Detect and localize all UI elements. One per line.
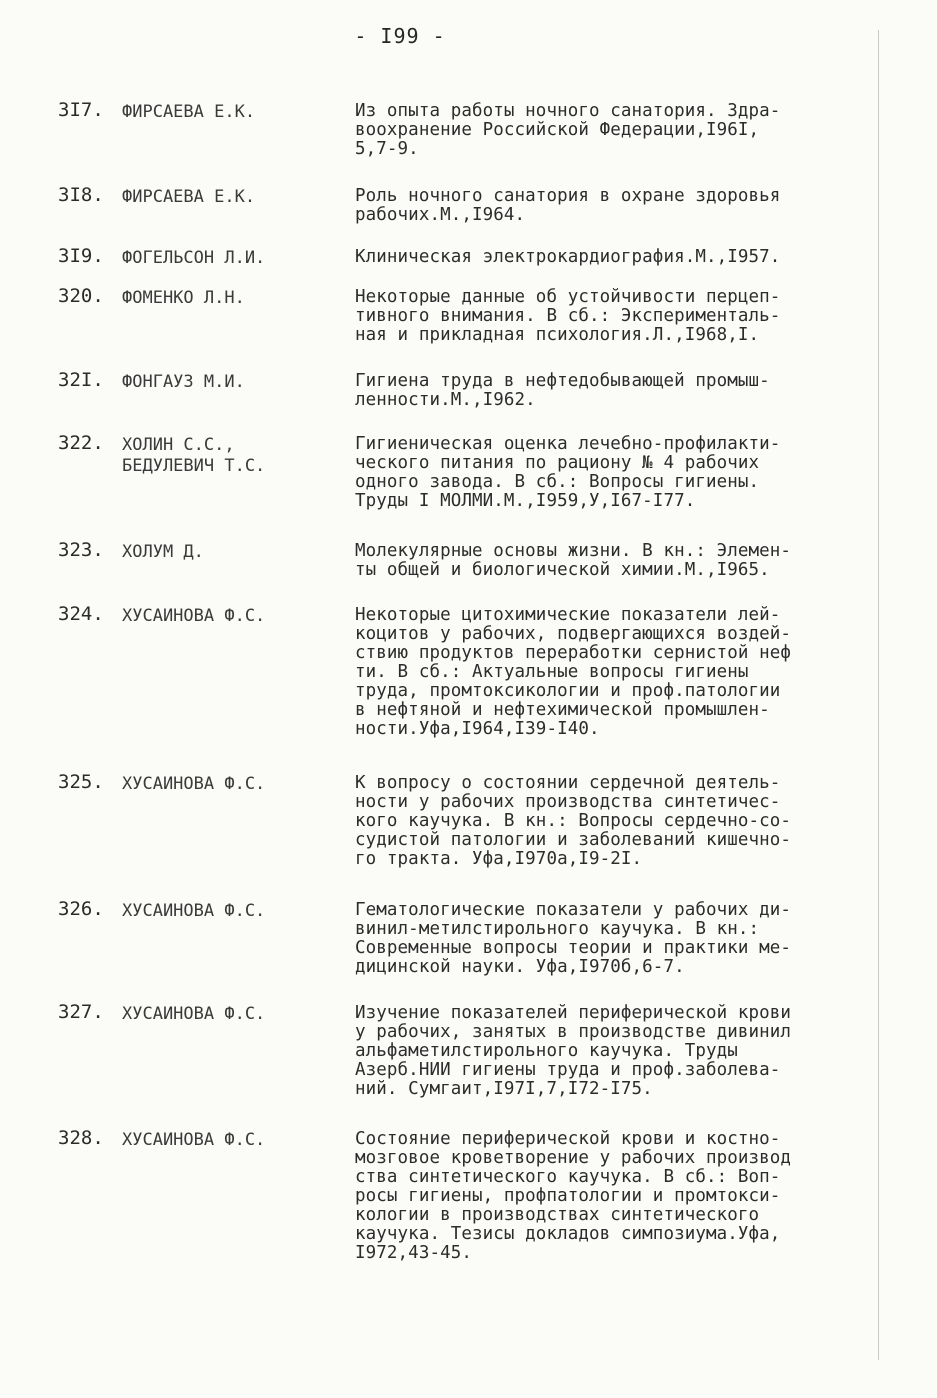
entry-author: ХУСАИНОВА Ф.С. xyxy=(122,1130,266,1150)
entry-number: 3I8. xyxy=(58,184,104,206)
entry-author: ФОМЕНКО Л.Н. xyxy=(122,288,245,308)
entry-author: ФОНГАУЗ М.И. xyxy=(122,372,245,392)
entry-number: 324. xyxy=(58,603,104,625)
entry-citation: К вопросу о состоянии сердечной деятель- ности у рабочих производства синтетичес- кого каучука. В кн.: Вопросы сердечно-со- судистой патологии и заболеваний кишечно- го тракта. Уфа,I970а,I9-2I. xyxy=(355,773,792,869)
page-number: - I99 - xyxy=(354,24,446,48)
entry-number: 326. xyxy=(58,898,104,920)
entry-author: ФОГЕЛЬСОН Л.И. xyxy=(122,248,266,268)
entry-citation: Некоторые данные об устойчивости перцеп- тивного внимания. В сб.: Эксперименталь- ная и прикладная психология.Л.,I968,I. xyxy=(355,287,781,345)
entry-citation: Гигиена труда в нефтедобывающей промыш- ленности.М.,I962. xyxy=(355,371,770,410)
entry-number: 323. xyxy=(58,539,104,561)
entry-author: ХУСАИНОВА Ф.С. xyxy=(122,1004,266,1024)
entry-number: 32I. xyxy=(58,369,104,391)
entry-author: ХУСАИНОВА Ф.С. xyxy=(122,901,266,921)
entry-number: 3I9. xyxy=(58,245,104,267)
entry-number: 3I7. xyxy=(58,99,104,121)
entry-citation: Гигиеническая оценка лечебно-профилакти- ческого питания по рациону № 4 рабочих одного завода. В сб.: Вопросы гигиены. Труды I МОЛМИ.М.,I959,У,I67-I77. xyxy=(355,434,781,511)
entry-number: 322. xyxy=(58,432,104,454)
entry-author: ФИРСАЕВА Е.К. xyxy=(122,102,256,122)
entry-author: ХУСАИНОВА Ф.С. xyxy=(122,606,266,626)
entry-number: 328. xyxy=(58,1127,104,1149)
entry-author: ХУСАИНОВА Ф.С. xyxy=(122,774,266,794)
entry-author: ФИРСАЕВА Е.К. xyxy=(122,187,256,207)
entry-number: 320. xyxy=(58,285,104,307)
entry-citation: Изучение показателей периферической крови у рабочих, занятых в производстве дивинил альфаметилстирольного каучука. Труды Азерб.НИИ гигиены труда и проф.заболева- ний. Сумгаит,I97I,7,I72-I75. xyxy=(355,1003,792,1099)
entry-citation: Некоторые цитохимические показатели лей- коцитов у рабочих, подвергающихся воздей- ствию продуктов переработки сернистой неф ти. В сб.: Актуальные вопросы гигиены труда, промтоксикологии и проф.патологии в нефтяной и нефтехимической промышлен- ности.Уфа,I964,I39-I40. xyxy=(355,605,792,739)
entry-citation: Молекулярные основы жизни. В кн.: Элемен- ты общей и биологической химии.М.,I965. xyxy=(355,541,792,580)
entry-author: ХОЛИН С.С., БЕДУЛЕВИЧ Т.С. xyxy=(122,435,266,476)
entry-author: ХОЛУМ Д. xyxy=(122,542,204,562)
entry-number: 327. xyxy=(58,1001,104,1023)
entry-citation: Клиническая электрокардиография.М.,I957. xyxy=(355,247,781,267)
entry-citation: Гематологические показатели у рабочих ди- винил-метилстирольного каучука. В кн.: Современные вопросы теории и практики ме- дицинской науки. Уфа,I970б,6-7. xyxy=(355,900,792,977)
entry-citation: Роль ночного санатория в охране здоровья рабочих.М.,I964. xyxy=(355,186,781,225)
entry-citation: Из опыта работы ночного санатория. Здра- воохранение Российской Федерации,I96I, 5,7-9. xyxy=(355,101,781,159)
entry-citation: Состояние периферической крови и костно- мозговое кроветворение у рабочих производ ства синтетического каучука. В сб.: Воп- росы гигиены, профпатологии и промтокси- кологии в производствах синтетического каучука. Тезисы докладов симпозиума.Уфа, I972,43-45. xyxy=(355,1129,792,1263)
entry-number: 325. xyxy=(58,771,104,793)
